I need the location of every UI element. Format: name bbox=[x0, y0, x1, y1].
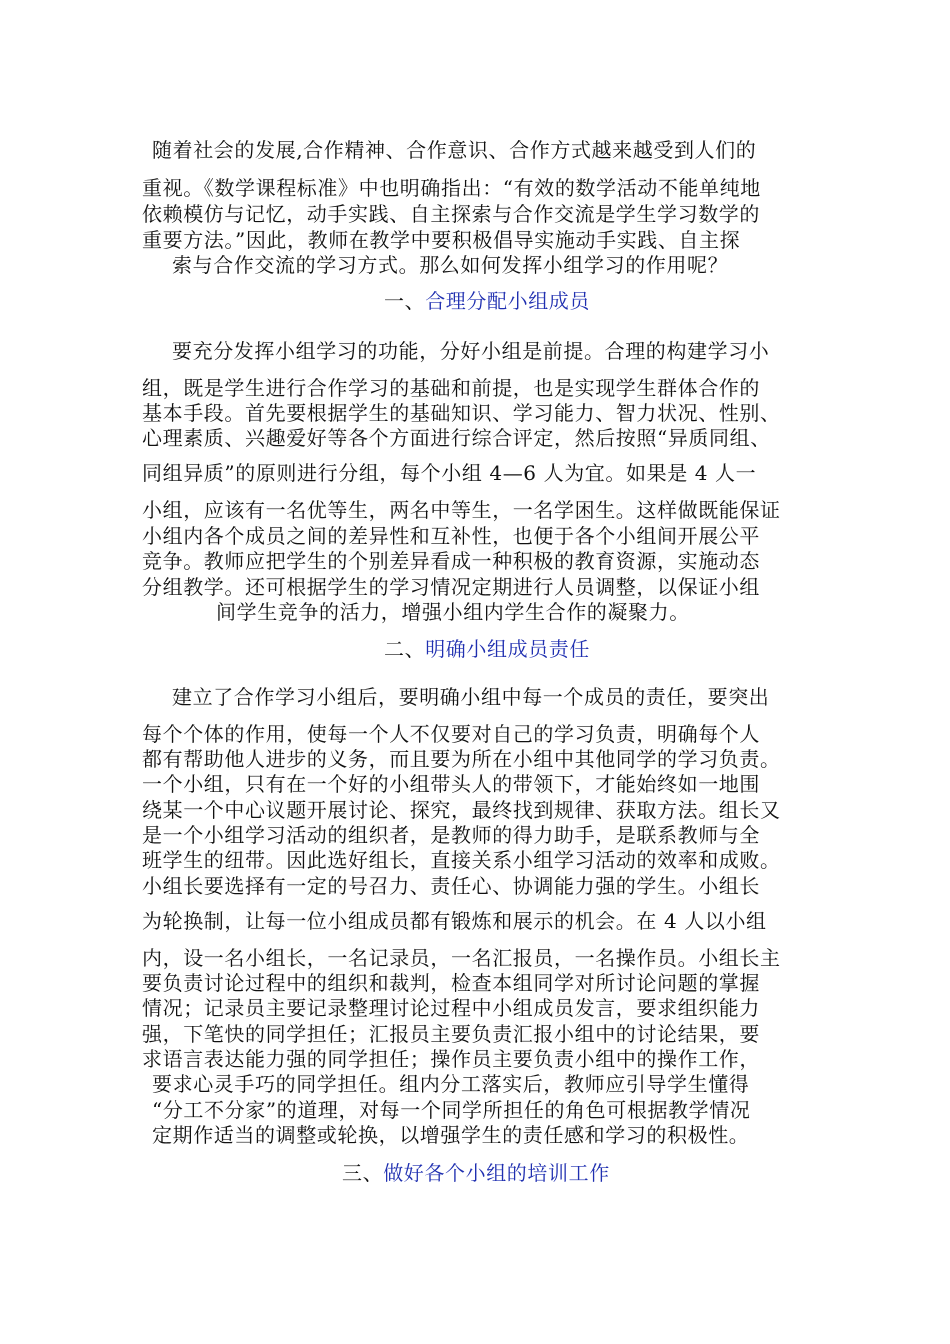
paragraph-line: 竞争。教师应把学生的个别差异看成一种积极的教育资源，实施动态 bbox=[142, 549, 760, 573]
heading-title: 做好各个小组的培训工作 bbox=[383, 1161, 610, 1185]
paragraph-line: 小组长要选择有一定的号召力、责任心、协调能力强的学生。小组长 bbox=[142, 874, 760, 898]
paragraph-line: 都有帮助他人进步的义务，而且要为所在小组中其他同学的学习负责。 bbox=[142, 747, 781, 771]
paragraph-line: 定期作适当的调整或轮换，以增强学生的责任感和学习的积极性。 bbox=[152, 1123, 750, 1147]
paragraph-line: 组，既是学生进行合作学习的基础和前提，也是实现学生群体合作的 bbox=[142, 376, 760, 400]
paragraph-line: 重视。《数学课程标准》中也明确指出：“有效的数学活动不能单纯地 bbox=[142, 176, 761, 200]
paragraph-line: 是一个小组学习活动的组织者，是教师的得力助手，是联系教师与全 bbox=[142, 823, 760, 847]
paragraph-line: 求语言表达能力强的同学担任；操作员主要负责小组中的操作工作， bbox=[142, 1047, 760, 1071]
paragraph-line: 为轮换制，让每一位小组成员都有锻炼和展示的机会。在 4 人以小组 bbox=[142, 909, 767, 933]
paragraph-line: 建立了合作学习小组后，要明确小组中每一个成员的责任，要突出 bbox=[172, 685, 770, 709]
heading-number: 二、 bbox=[384, 637, 426, 661]
paragraph-line: 要充分发挥小组学习的功能，分好小组是前提。合理的构建学习小 bbox=[172, 339, 770, 363]
paragraph-line: 班学生的纽带。因此选好组长，直接关系小组学习活动的效率和成败。 bbox=[142, 848, 781, 872]
paragraph-line: 小组，应该有一名优等生，两名中等生，一名学困生。这样做既能保证 bbox=[142, 498, 781, 522]
heading-number: 三、 bbox=[342, 1161, 384, 1185]
paragraph-line: 索与合作交流的学习方式。那么如何发挥小组学习的作用呢？ bbox=[172, 253, 729, 277]
section-heading-2 bbox=[384, 636, 590, 662]
paragraph-line: 依赖模仿与记忆，动手实践、自主探索与合作交流是学生学习数学的 bbox=[142, 202, 760, 226]
paragraph-line: 分组教学。还可根据学生的学习情况定期进行人员调整，以保证小组 bbox=[142, 575, 760, 599]
paragraph-line: 随着社会的发展,合作精神、合作意识、合作方式越来越受到人们的 bbox=[152, 138, 757, 162]
paragraph-line: 重要方法。”因此，教师在教学中要积极倡导实施动手实践、自主探 bbox=[142, 228, 741, 252]
paragraph-line: 一个小组，只有在一个好的小组带头人的带领下，才能始终如一地围 bbox=[142, 772, 760, 796]
heading-number: 一、 bbox=[384, 289, 426, 313]
paragraph-line: 强，下笔快的同学担任；汇报员主要负责汇报小组中的讨论结果，要 bbox=[142, 1022, 760, 1046]
paragraph-line: 内，设一名小组长，一名记录员，一名汇报员，一名操作员。小组长主 bbox=[142, 946, 781, 970]
paragraph-line: 心理素质、兴趣爱好等各个方面进行综合评定，然后按照“异质同组、 bbox=[142, 426, 771, 450]
section-heading-1 bbox=[384, 288, 590, 314]
heading-title: 合理分配小组成员 bbox=[425, 289, 591, 313]
paragraph-line: 小组内各个成员之间的差异性和互补性，也便于各个小组间开展公平 bbox=[142, 524, 760, 548]
paragraph-line: 情况；记录员主要记录整理讨论过程中小组成员发言，要求组织能力 bbox=[142, 996, 760, 1020]
paragraph-line: 每个个体的作用，使每一个人不仅要对自己的学习负责，明确每个人 bbox=[142, 722, 760, 746]
paragraph-line: 间学生竞争的活力，增强小组内学生合作的凝聚力。 bbox=[216, 600, 690, 624]
paragraph-line: 绕某一个中心议题开展讨论、探究，最终找到规律、获取方法。组长又 bbox=[142, 798, 781, 822]
paragraph-line: 要负责讨论过程中的组织和裁判，检查本组同学对所讨论问题的掌握 bbox=[142, 971, 760, 995]
paragraph-line: 要求心灵手巧的同学担任。组内分工落实后，教师应引导学生懂得 bbox=[152, 1072, 750, 1096]
paragraph-line: “分工不分家”的道理，对每一个同学所担任的角色可根据教学情况 bbox=[152, 1098, 751, 1122]
section-heading-3 bbox=[342, 1160, 610, 1186]
heading-title: 明确小组成员责任 bbox=[425, 637, 591, 661]
paragraph-line: 同组异质”的原则进行分组，每个小组 4—6 人为宜。如果是 4 人一 bbox=[142, 461, 757, 485]
paragraph-line: 基本手段。首先要根据学生的基础知识、学习能力、智力状况、性别、 bbox=[142, 401, 781, 425]
